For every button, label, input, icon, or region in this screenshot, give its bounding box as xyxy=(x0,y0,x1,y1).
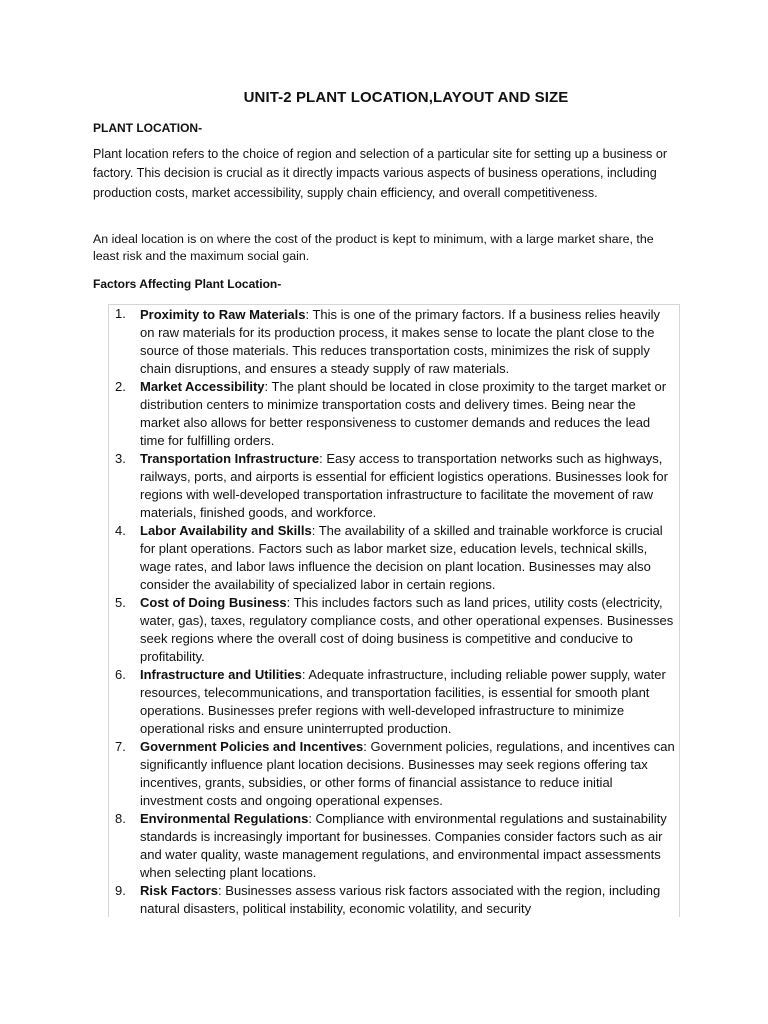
list-item-number: 1. xyxy=(115,306,126,321)
list-item-number: 9. xyxy=(115,883,126,898)
list-item xyxy=(109,522,679,594)
factors-heading: Factors Affecting Plant Location- xyxy=(93,277,282,291)
list-item-text: : Government policies, regulations, and incentives can significantly influence plant location decisions. Businesses may seek regions offering tax incentives, grants, subsidies, or other forms of financial assistance to reduce initial investment costs and ongoing operational expenses. xyxy=(140,739,675,808)
list-item xyxy=(109,594,679,666)
list-item-term: Risk Factors xyxy=(140,883,219,898)
list-item xyxy=(109,450,679,522)
list-item-text: : Compliance with environmental regulations and sustainability standards is increasingly important for businesses. Companies consider factors such as air and water quality, waste management regulations, and environmental impact assessments when selecting plant locations. xyxy=(140,811,667,880)
paragraph-definition: Plant location refers to the choice of region and selection of a particular site for setting up a business or factory. This decision is crucial as it directly impacts various aspects of business operations, including production costs, market accessibility, supply chain efficiency, and overall competitiveness. xyxy=(93,147,668,200)
list-item-text: : This includes factors such as land prices, utility costs (electricity, water, gas), taxes, regulatory compliance costs, and other operational expenses. Businesses seek regions where the overall cost of doing business is competitive and conducive to profitability. xyxy=(140,595,674,664)
list-item xyxy=(109,738,679,810)
list-item-text: : The plant should be located in close proximity to the target market or distribution centers to minimize transportation costs and delivery times. Being near the market also allows for better responsiveness to customer demands and reduces the lead time for fulfilling orders. xyxy=(140,379,667,448)
list-item-term: Market Accessibility xyxy=(140,379,265,394)
page-title: UNIT-2 PLANT LOCATION,LAYOUT AND SIZE xyxy=(243,89,569,106)
list-item-term: Transportation Infrastructure xyxy=(140,451,320,466)
list-item-number: 5. xyxy=(115,595,126,610)
list-item-text: : The availability of a skilled and trainable workforce is crucial for plant operations. Factors such as labor market size, education levels, technical skills, wage rates, and labor laws influence the decision on plant location. Businesses may also consider the availability of specialized labor in certain regions. xyxy=(140,523,663,592)
paragraph-ideal-location: An ideal location is on where the cost of the product is kept to minimum, with a large market share, the least risk and the maximum social gain. xyxy=(93,232,654,263)
list-item-number: 2. xyxy=(115,379,126,394)
list-item-number: 4. xyxy=(115,523,126,538)
list-item xyxy=(109,882,679,917)
list-item-number: 8. xyxy=(115,811,126,826)
list-item-term: Government Policies and Incentives xyxy=(140,739,364,754)
list-item xyxy=(109,305,679,378)
factors-list-box xyxy=(108,304,680,917)
list-item-number: 6. xyxy=(115,667,126,682)
list-item-term: Proximity to Raw Materials xyxy=(140,307,306,322)
list-item-term: Environmental Regulations xyxy=(140,811,309,826)
factors-list xyxy=(109,305,679,917)
list-item-text: : Easy access to transportation networks such as highways, railways, ports, and airports is essential for efficient logistics operations. Businesses look for regions with well-developed transportation infrastructure to facilitate the movement of raw materials, finished goods, and workforce. xyxy=(140,451,668,520)
list-item xyxy=(109,378,679,450)
list-item-text: : This is one of the primary factors. If a business relies heavily on raw materials for its production process, it makes sense to locate the plant close to the source of those materials. This reduces transportation costs, minimizes the risk of supply chain disruptions, and ensures a steady supply of raw materials. xyxy=(140,307,660,376)
list-item-text: : Businesses assess various risk factors associated with the region, including natural disasters, political instability, economic volatility, and security xyxy=(140,883,661,916)
list-item-term: Infrastructure and Utilities xyxy=(140,667,302,682)
list-item-number: 3. xyxy=(115,451,126,466)
list-item xyxy=(109,666,679,738)
list-item-text: : Adequate infrastructure, including reliable power supply, water resources, telecommunications, and transportation facilities, is essential for smooth plant operations. Businesses prefer regions with well-developed infrastructure to minimize operational risks and ensure uninterrupted production. xyxy=(140,667,666,736)
list-item-number: 7. xyxy=(115,739,126,754)
section-heading: PLANT LOCATION- xyxy=(93,121,203,135)
list-item xyxy=(109,810,679,882)
list-item-term: Cost of Doing Business xyxy=(140,595,287,610)
list-item-term: Labor Availability and Skills xyxy=(140,523,312,538)
